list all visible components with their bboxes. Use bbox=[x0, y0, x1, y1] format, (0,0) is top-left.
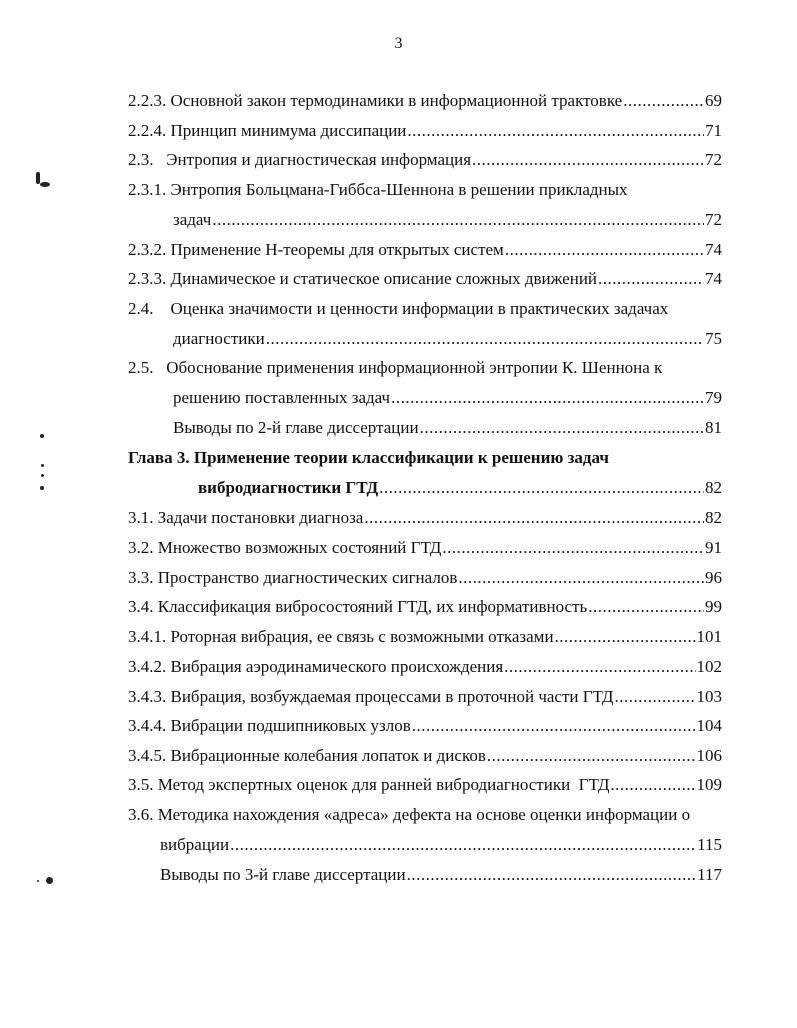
toc-entry-title: задач bbox=[173, 210, 212, 229]
toc-entry-page: 109 bbox=[696, 775, 722, 794]
toc-entry-title: 2.3.2. Применение Н-теоремы для открытых систем bbox=[128, 240, 504, 259]
leader-dots bbox=[407, 864, 697, 886]
leader-dots bbox=[407, 120, 704, 142]
toc-entry-page: 102 bbox=[696, 657, 722, 676]
toc-entry-title: 2.4. Оценка значимости и ценности информации в практических задачах bbox=[128, 299, 669, 318]
toc-entry-title: 2.3. Энтропия и диагностическая информация bbox=[128, 150, 472, 169]
leader-dots bbox=[266, 328, 704, 350]
toc-entry-page: 74 bbox=[705, 240, 722, 259]
toc-entry bbox=[128, 507, 722, 529]
toc-entry-title: 3.4.1. Роторная вибрация, ее связь с возможными отказами bbox=[128, 627, 554, 646]
leader-dots bbox=[230, 834, 696, 856]
toc-entry bbox=[160, 864, 722, 886]
toc-entry-title: Выводы по 2-й главе диссертации bbox=[173, 418, 419, 437]
toc-entry-page: 106 bbox=[696, 746, 722, 765]
toc-entry-title: решению поставленных задач bbox=[173, 388, 391, 407]
toc-entry-title: вибрации bbox=[160, 835, 230, 854]
toc-entry-title: 3.2. Множество возможных состояний ГТД bbox=[128, 538, 442, 557]
toc-entry-title: 2.2.4. Принцип минимума диссипации bbox=[128, 121, 407, 140]
leader-dots bbox=[555, 626, 696, 648]
leader-dots bbox=[472, 149, 704, 171]
scan-speck bbox=[41, 464, 44, 467]
toc-entry-page: 104 bbox=[696, 716, 722, 735]
toc-entry bbox=[160, 834, 722, 856]
leader-dots bbox=[420, 417, 704, 439]
toc-entry bbox=[198, 477, 722, 499]
toc-entry-page: 99 bbox=[705, 597, 722, 616]
toc-entry-page: 103 bbox=[696, 687, 722, 706]
page-number: 3 bbox=[394, 35, 403, 52]
leader-dots bbox=[364, 507, 704, 529]
toc-entry-page: 69 bbox=[705, 91, 722, 110]
toc-entry-title: вибродиагностики ГТД bbox=[198, 478, 379, 497]
toc-entry-title: диагностики bbox=[173, 329, 265, 348]
toc-entry bbox=[128, 239, 722, 261]
toc-entry bbox=[128, 596, 722, 618]
toc-entry-page: 74 bbox=[705, 269, 722, 288]
leader-dots bbox=[623, 90, 704, 112]
toc-entry-page: 79 bbox=[705, 388, 722, 407]
toc-entry bbox=[128, 656, 722, 678]
toc-entry-page: 115 bbox=[697, 835, 722, 854]
scan-speck bbox=[40, 182, 50, 187]
toc-entry bbox=[128, 745, 722, 767]
leader-dots bbox=[588, 596, 704, 618]
toc-entry bbox=[128, 268, 722, 290]
leader-dots bbox=[610, 774, 695, 796]
leader-dots bbox=[412, 715, 696, 737]
toc-entry-title: 3.1. Задачи постановки диагноза bbox=[128, 508, 364, 527]
toc-entry-title: 3.4. Классификация вибросостояний ГТД, их информативность bbox=[128, 597, 588, 616]
toc-entry-page: 82 bbox=[705, 508, 722, 527]
toc-entry-page: 91 bbox=[705, 538, 722, 557]
toc-entry-title: 2.2.3. Основной закон термодинамики в информационной трактовке bbox=[128, 91, 623, 110]
leader-dots bbox=[505, 239, 704, 261]
leader-dots bbox=[458, 567, 704, 589]
toc-entry-title: 3.4.4. Вибрации подшипниковых узлов bbox=[128, 716, 411, 735]
toc-entry bbox=[173, 328, 722, 350]
toc-entry bbox=[128, 149, 722, 171]
toc-entry bbox=[173, 417, 722, 439]
toc-entry-page: 96 bbox=[705, 568, 722, 587]
toc-entry bbox=[173, 209, 722, 231]
scan-speck bbox=[37, 880, 39, 882]
toc-entry-title: 3.6. Методика нахождения «адреса» дефекта на основе оценки информации о bbox=[128, 805, 691, 824]
toc-entry bbox=[128, 774, 722, 796]
toc-entry-title: 2.5. Обоснование применения информационной энтропии К. Шеннона к bbox=[128, 358, 663, 377]
toc-entry-page: 81 bbox=[705, 418, 722, 437]
leader-dots bbox=[379, 477, 704, 499]
toc-entry bbox=[128, 90, 722, 112]
leader-dots bbox=[391, 387, 704, 409]
toc-entry-title: 3.4.2. Вибрация аэродинамического происхождения bbox=[128, 657, 504, 676]
toc-entry-page: 101 bbox=[696, 627, 722, 646]
leader-dots bbox=[614, 686, 695, 708]
toc-entry-title: 2.3.3. Динамическое и статическое описание сложных движений bbox=[128, 269, 598, 288]
toc-entry-page: 82 bbox=[705, 478, 722, 497]
toc-entry-page: 72 bbox=[705, 210, 722, 229]
toc-entry-title: 3.4.3. Вибрация, возбуждаемая процессами в проточной части ГТД bbox=[128, 687, 614, 706]
scan-speck bbox=[36, 172, 40, 184]
toc-entry-page: 72 bbox=[705, 150, 722, 169]
toc-entry bbox=[128, 626, 722, 648]
toc-entry bbox=[128, 537, 722, 559]
toc-entry-title: 3.3. Пространство диагностических сигналов bbox=[128, 568, 458, 587]
leader-dots bbox=[504, 656, 695, 678]
scan-speck bbox=[40, 434, 44, 438]
toc-entry bbox=[128, 686, 722, 708]
toc-entry-title: 3.4.5. Вибрационные колебания лопаток и дисков bbox=[128, 746, 486, 765]
leader-dots bbox=[598, 268, 704, 290]
toc-entry-page: 117 bbox=[697, 865, 722, 884]
toc-entry-title: Выводы по 3-й главе диссертации bbox=[160, 865, 406, 884]
scan-speck bbox=[40, 486, 44, 490]
leader-dots bbox=[487, 745, 696, 767]
chapter-heading: Глава 3. Применение теории классификации к решению задач bbox=[128, 448, 609, 467]
toc-entry-page: 71 bbox=[705, 121, 722, 140]
toc-entry-title: 3.5. Метод экспертных оценок для ранней вибродиагностики ГТД bbox=[128, 775, 610, 794]
toc-entry-title: 2.3.1. Энтропия Больцмана-Гиббса-Шеннона в решении прикладных bbox=[128, 180, 628, 199]
toc-entry bbox=[128, 567, 722, 589]
scan-speck bbox=[46, 877, 53, 884]
toc-entry bbox=[173, 387, 722, 409]
toc-entry-page: 75 bbox=[705, 329, 722, 348]
toc-entry bbox=[128, 715, 722, 737]
toc-entry bbox=[128, 120, 722, 142]
leader-dots bbox=[442, 537, 704, 559]
scan-speck bbox=[41, 474, 44, 477]
leader-dots bbox=[212, 209, 704, 231]
